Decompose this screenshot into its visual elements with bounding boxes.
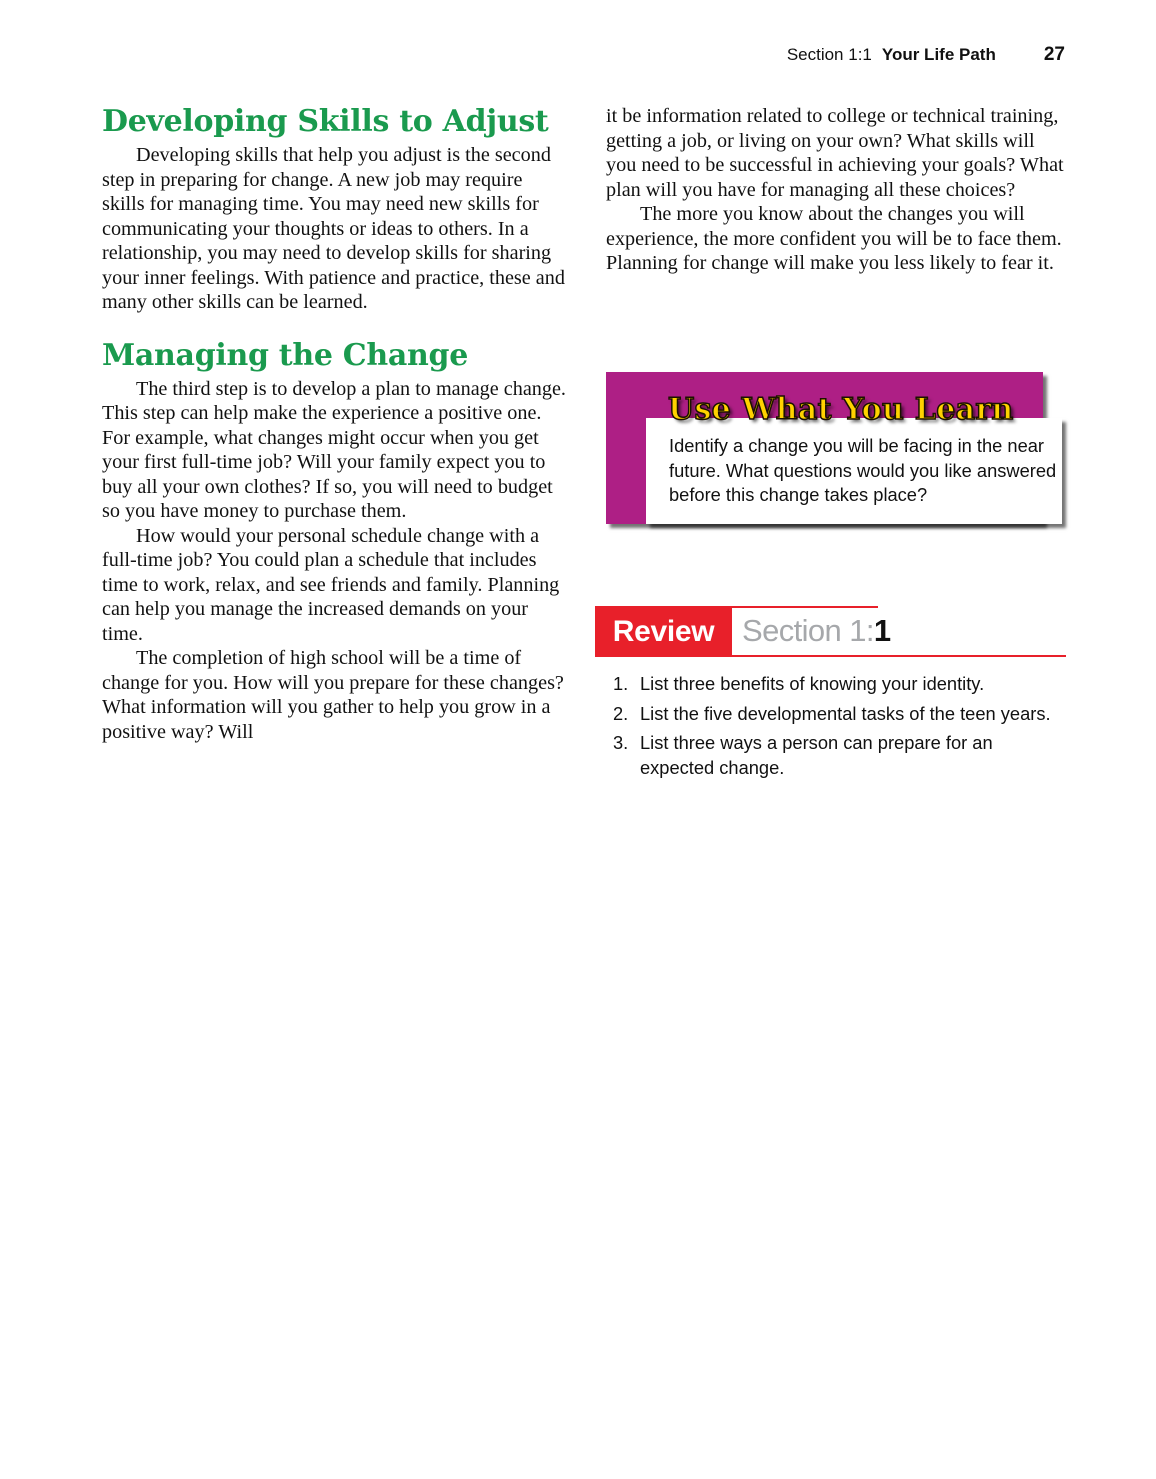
left-column [102, 101, 567, 744]
review-section-prefix: Section 1: [742, 613, 874, 648]
running-head [700, 44, 1065, 66]
paragraph: How would your personal schedule change with a full-time job? You could plan a schedule that includes time to work, relax, and see friends and family. Planning can help you manage the increased demands on your time. [102, 524, 560, 645]
paragraph: The completion of high school will be a time of change for you. How will you prepare for these changes? What information will you gather to help you grow in a positive way? Will [102, 647, 564, 743]
right-column [606, 104, 1066, 276]
running-head-section: Section 1:1 [786, 45, 872, 64]
heading-developing-skills: Developing Skills to Adjust [102, 104, 549, 139]
question-number: 2. [613, 702, 629, 724]
list-item [613, 702, 1053, 727]
uwyl-title: Use What You Learn [668, 392, 1014, 427]
question-text: List three benefits of knowing your identity. [640, 673, 985, 694]
review-section-number: 1 [873, 613, 891, 648]
review-section-label [742, 613, 891, 649]
question-text: List the five developmental tasks of the teen years. [640, 702, 1051, 724]
heading-managing-change: Managing the Change [102, 337, 469, 373]
review-top-rule [732, 606, 878, 608]
list-item [613, 672, 1053, 697]
review-header [595, 605, 1066, 657]
review-badge: Review [595, 606, 732, 657]
paragraph: The more you know about the changes you will experience, the more confident you will be to face them. Planning for change will make you less likely to fear it. [606, 203, 1062, 274]
question-text: List three ways a person can prepare for an expected change. [640, 732, 993, 778]
paragraph: Developing skills that help you adjust is the second step in preparing for change. A new job may require skills for managing time. You may need new skills for communicating your thoughts or ideas to others. In a relationship, you may need to develop skills for sharing your inner feelings. With patience and practice, these and many other skills can be learned. [102, 144, 565, 313]
paragraph: The third step is to develop a plan to manage change. This step can help make the experience a positive one. For example, what changes might occur when you get your first full-time job? Will your family expect you to buy all your own clothes? If so, you will need to budget so you have money to purchase them. [102, 377, 566, 522]
question-number: 1. [613, 673, 629, 694]
uwyl-text: Identify a change you will be facing in the near future. What questions would you like answered before this change takes place? [669, 435, 1057, 505]
question-number: 3. [613, 732, 629, 753]
review-questions [613, 672, 1053, 785]
running-head-title: Your Life Path [881, 45, 996, 64]
page-number: 27 [1043, 44, 1065, 65]
list-item [613, 731, 1053, 780]
use-what-you-learn-box [606, 372, 1072, 532]
paragraph: it be information related to college or technical training, getting a job, or living on your own? What skills will you need to be successful in achieving your goals? What plan will you have for managing all these choices? [606, 105, 1064, 201]
